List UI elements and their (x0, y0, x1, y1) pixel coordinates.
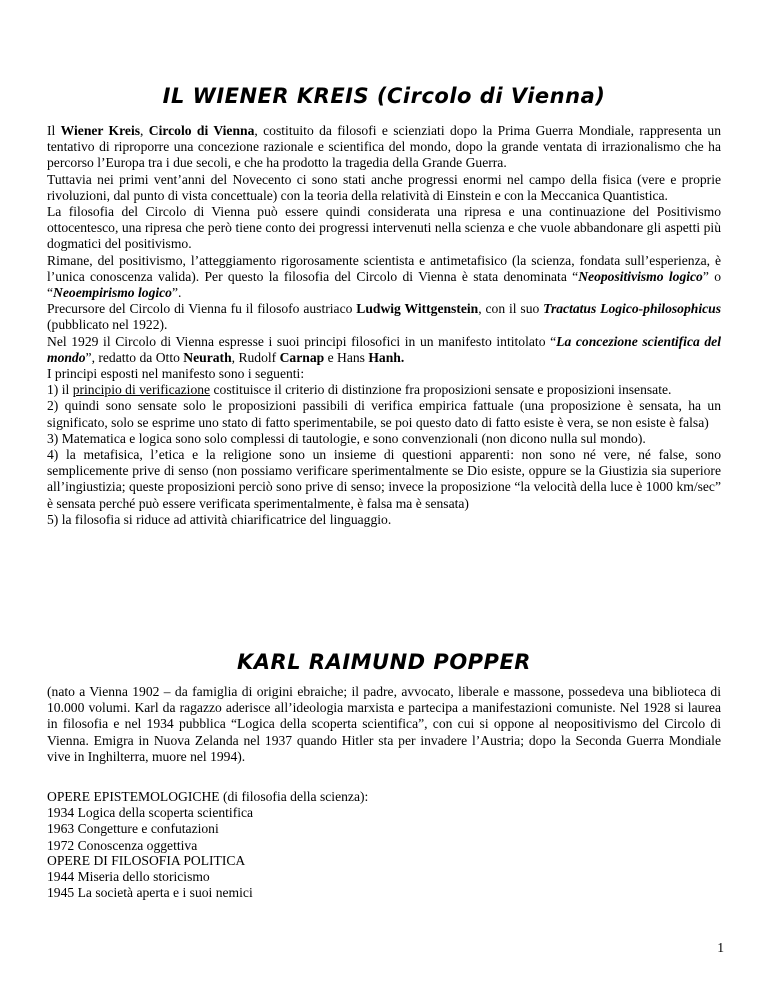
political-works-heading: OPERE DI FILOSOFIA POLITICA (47, 853, 246, 868)
paragraph-wittgenstein: Precursore del Circolo di Vienna fu il filosofo austriaco Ludwig Wittgenstein, con il suo Tractatus Logico-philosophicus (pubblicato nel 1922). (47, 301, 721, 333)
list-item: 1963 Congetture e confutazioni (47, 821, 219, 837)
paragraph-manifesto: Nel 1929 il Circolo di Vienna espresse i suoi principi filosofici in un manifesto intitolato “La concezione scientifica del mondo”, redatto da Otto Neurath, Rudolf Carnap e Hans Hanh. (47, 333, 721, 365)
principle-item-5: 5) la filosofia si riduce ad attività chiarificatrice del linguaggio. (47, 511, 392, 527)
paragraph-popper-bio: (nato a Vienna 1902 – da famiglia di origini ebraiche; il padre, avvocato, liberale e massone, possedeva una biblioteca di 10.000 volumi. Karl da ragazzo aderisce all’ideologia marxista e partecipa a manifestazioni comuniste. Nel 1928 si laurea in filosofia e nel 1934 pubblica “Logica della scoperta scientifica”, con cui si oppone al neopositivismo del Circolo di Vienna. Emigra in Nuova Zelanda nel 1937 quando Hitler sta per invadere l’Austria; dopo la Seconda Guerra Mondiale vive in Inghilterra, muore nel 1994). (47, 684, 721, 764)
wiener-kreis-title: IL WIENER KREIS (Circolo di Vienna) (162, 84, 606, 108)
paragraph-neopositivism: Rimane, del positivismo, l’atteggiamento rigorosamente scientista e antimetafisico (la scienza, fondata sull’esperienza, è l’unica conoscenza valida). Per questo la filosofia del Circolo di Vienna è stata denominata “Neopositivismo logico” o “Neoempirismo logico”. (47, 252, 722, 301)
principle-item-4: 4) la metafisica, l’etica e la religione sono un insieme di questioni apparenti: non sono né vere, né false, sono semplicemente prive di senso (non possiamo verificare sperimentalmente se Dio esiste, oppure se la Giustizia sia superiore all’ingiustizia; queste proposizioni perciò sono prive di senso; invece la proposizione “la velocità della luce è 1000 km/sec” è sensata perché può essere verificata sperimentalmente, è falsa ma è sensata) (47, 447, 721, 511)
list-item: 1934 Logica della scoperta scientifica (47, 805, 254, 821)
principle-item-2: 2) quindi sono sensate solo le proposizioni passibili di verifica empirica fattuale (una proposizione è sensata, ha un significato, solo se esprime uno stato di fatto sperimentabile, se poi questo dato di fatto esiste è vera, se non esiste è falsa) (47, 398, 721, 430)
wiener-kreis-body (47, 123, 721, 528)
paragraph-principles-intro: I principi esposti nel manifesto sono i seguenti: (47, 366, 305, 382)
page-number: 1 (717, 940, 724, 955)
epistemological-works (47, 789, 721, 854)
popper-bio (47, 684, 721, 765)
list-item: 1972 Conoscenza oggettiva (47, 837, 198, 853)
list-item: 1944 Miseria dello storicismo (47, 869, 210, 885)
principle-item-1: 1) il principio di verificazione costituisce il criterio di distinzione fra proposizioni sensate e proposizioni insensate. (47, 382, 672, 398)
political-works (47, 853, 721, 902)
paragraph-physics: Tuttavia nei primi vent’anni del Novecento ci sono stati anche progressi enormi nel campo della fisica (vere e proprie rivoluzioni, dal punto di vista concettuale) con la teoria della relatività di Einstein e con la Meccanica Quantistica. (47, 171, 721, 203)
list-item: 1945 La società aperta e i suoi nemici (47, 885, 253, 901)
paragraph-positivism: La filosofia del Circolo di Vienna può essere quindi considerata una ripresa e una continuazione del Positivismo ottocentesco, una ripresa che però tiene conto dei progressi intervenuti nella scienza e che vuole abbandonare gli aspetti più dogmatici del positivismo. (47, 204, 721, 252)
paragraph-intro: Il Wiener Kreis, Circolo di Vienna, costituito da filosofi e scienziati dopo la Prima Guerra Mondiale, rappresenta un tentativo di riproporre una concezione razionale e scientifica del mondo, dopo la grande ventata di irrazionalismo che ha percorso l’Europa tra i due secoli, e che ha prodotto la tragedia della Grande Guerra. (47, 123, 721, 171)
principle-item-3: 3) Matematica e logica sono solo complessi di tautologie, e sono convenzionali (non dicono nulla sul mondo). (47, 430, 646, 446)
epistemological-works-heading: OPERE EPISTEMOLOGICHE (di filosofia della scienza): (47, 789, 369, 804)
popper-title: KARL RAIMUND POPPER (237, 650, 531, 674)
